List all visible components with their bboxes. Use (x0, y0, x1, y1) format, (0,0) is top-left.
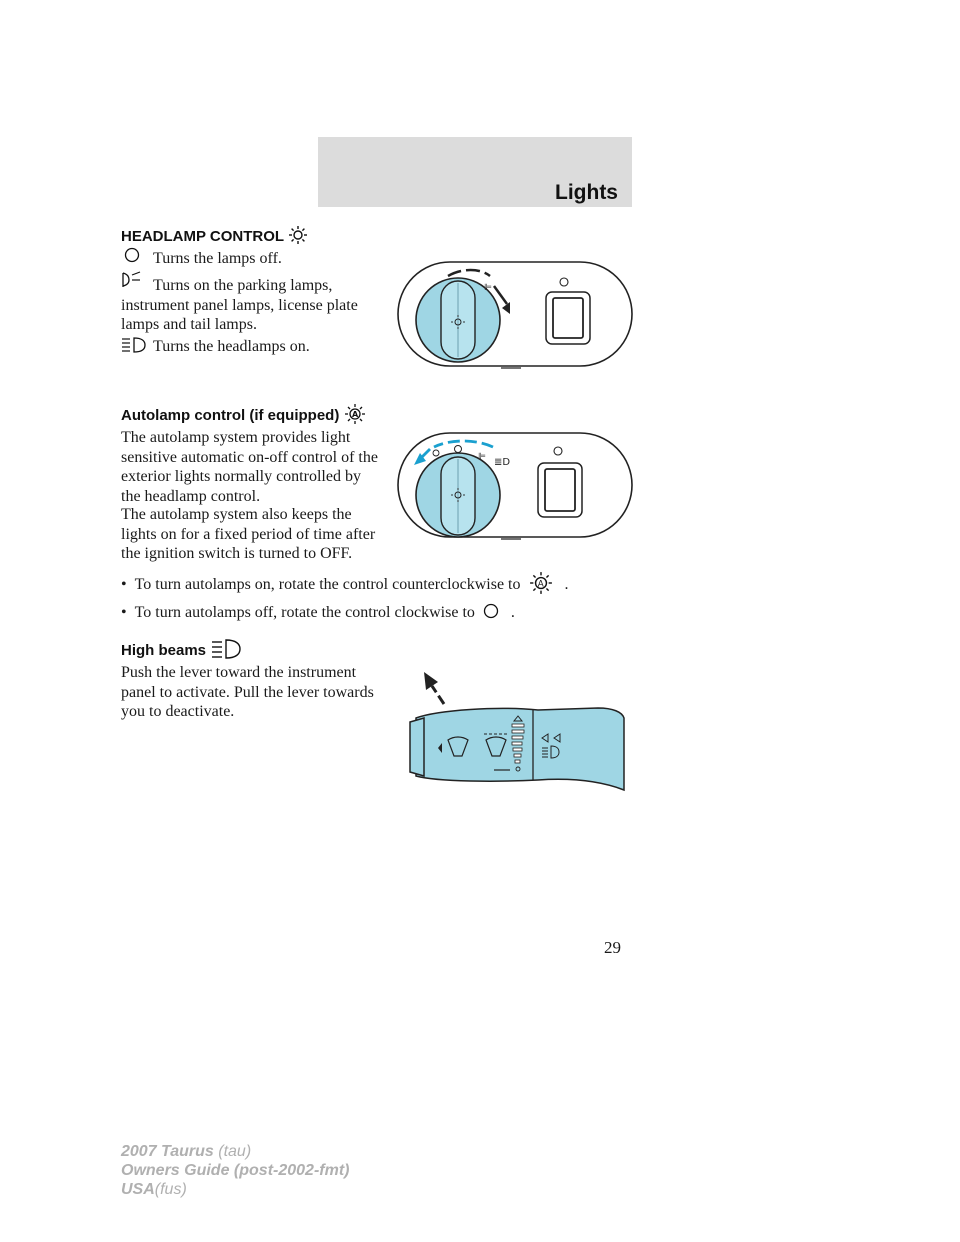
autolamp-heading (121, 403, 366, 425)
bullet-dot-icon: • (121, 576, 127, 593)
autolamp-switch-figure (396, 427, 636, 552)
autolamp-icon (529, 571, 553, 595)
headlamps-icon (120, 336, 150, 354)
footer-guide: Owners Guide (post-2002-fmt) (121, 1162, 350, 1179)
svg-text:⊫: ⊫ (484, 283, 492, 293)
off-circle-icon (124, 247, 140, 263)
high-beams-heading (121, 638, 242, 660)
bullet-dot-icon: • (121, 604, 127, 621)
autolamp-para-2: The autolamp system also keeps the lights on for a fixed period of time after the ignition switch is turned to OFF. (121, 506, 376, 562)
footer (121, 1142, 349, 1199)
footer-model: 2007 Taurus (121, 1143, 214, 1160)
section-title: Lights (555, 181, 618, 204)
bullet-off-period: . (510, 604, 515, 621)
high-beams-text: Push the lever toward the instrument panel to activate. Pull the lever towards you to deactivate. (121, 664, 374, 720)
autolamp-icon (344, 403, 366, 425)
headlamps-text: Turns the headlamps on. (153, 338, 310, 355)
autolamp-bullet-off (121, 603, 515, 623)
page-number: 29 (604, 938, 621, 957)
svg-text:A: A (351, 410, 358, 419)
high-beam-icon (210, 638, 242, 660)
bullet-off-text: To turn autolamps off, rotate the control clockwise to (134, 604, 475, 621)
bullet-on-period: . (564, 576, 569, 593)
svg-text:A: A (537, 579, 544, 590)
svg-text:≣D: ≣D (494, 457, 511, 468)
off-text: Turns the lamps off. (153, 250, 282, 267)
off-circle-icon (483, 603, 499, 619)
footer-model-code: (tau) (218, 1143, 252, 1160)
svg-text:⊫: ⊫ (478, 452, 486, 462)
headlamp-switch-figure (396, 248, 636, 373)
bullet-on-text: To turn autolamps on, rotate the control counterclockwise to (134, 576, 521, 593)
parking-text: Turns on the parking lamps, instrument panel lamps, license plate lamps and tail lamps. (121, 277, 358, 333)
autolamp-bullet-on (121, 571, 569, 595)
headlamp-sun-icon (288, 225, 308, 245)
section-header (318, 137, 632, 207)
footer-market: USA (121, 1181, 155, 1198)
footer-market-code: (fus) (154, 1181, 187, 1198)
headlamp-heading (121, 225, 308, 245)
autolamp-heading-text: Autolamp control (if equipped) (121, 407, 340, 424)
high-beams-heading-text: High beams (121, 642, 207, 659)
autolamp-para-1: The autolamp system provides light sensitive automatic on-off control of the exterior lights normally controlled by the headlamp control. (121, 429, 378, 505)
high-beam-lever-figure (398, 660, 626, 800)
headlamp-heading-text: HEADLAMP CONTROL (121, 228, 284, 245)
